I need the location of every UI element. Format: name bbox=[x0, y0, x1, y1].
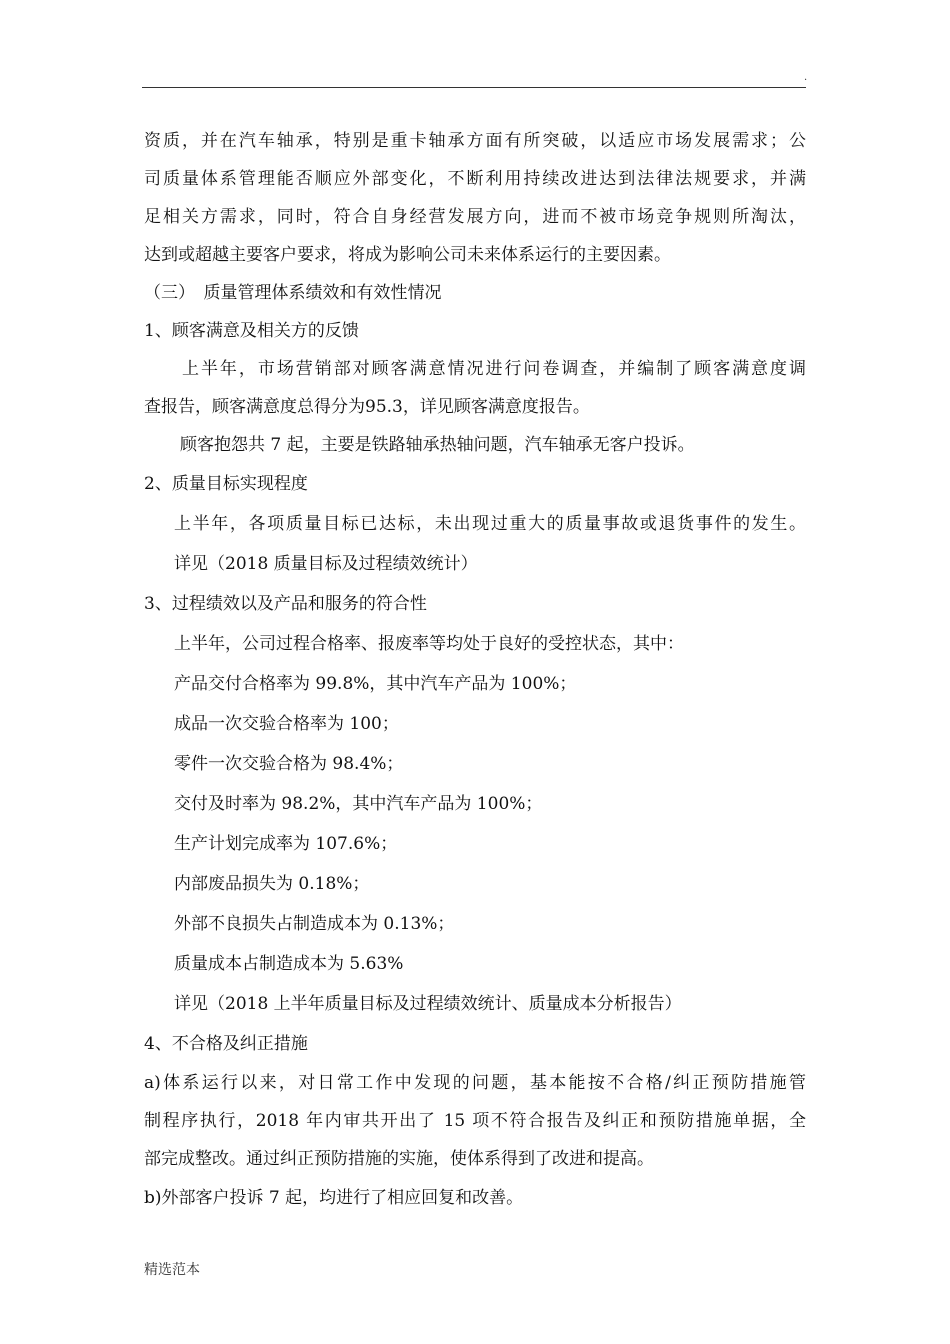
intro-line-2: 司质量体系管理能否顺应外部变化，不断利用持续改进达到法律法规要求，并满 bbox=[144, 169, 806, 189]
item-4-para-a-line-2: 制程序执行，2018 年内审共开出了 15 项不符合报告及纠正和预防措施单据，全 bbox=[144, 1111, 806, 1131]
item-3-line: 上半年，公司过程合格率、报废率等均处于良好的受控状态，其中： bbox=[174, 634, 684, 654]
item-3-line: 内部废品损失为 0.18%； bbox=[174, 874, 370, 894]
item-4-heading: 4、不合格及纠正措施 bbox=[144, 1034, 308, 1054]
item-4-para-a-line-3: 部完成整改。通过纠正预防措施的实施，使体系得到了改进和提高。 bbox=[144, 1149, 654, 1169]
item-3-line: 成品一次交验合格率为 100； bbox=[174, 714, 399, 734]
item-4-para-a-line-1: a)体系运行以来，对日常工作中发现的问题，基本能按不合格/纠正预防措施管 bbox=[144, 1073, 806, 1093]
document-body bbox=[144, 122, 806, 1218]
section-3-heading: （三） 质量管理体系绩效和有效性情况 bbox=[144, 283, 442, 303]
intro-line-4: 达到或超越主要客户要求，将成为影响公司未来体系运行的主要因素。 bbox=[144, 245, 671, 265]
item-2-para-1: 上半年，各项质量目标已达标，未出现过重大的质量事故或退货事件的发生。 bbox=[174, 514, 806, 534]
intro-line-1: 资质，并在汽车轴承，特别是重卡轴承方面有所突破，以适应市场发展需求；公 bbox=[144, 131, 806, 151]
item-3-line: 详见（2018 上半年质量目标及过程绩效统计、质量成本分析报告） bbox=[174, 994, 682, 1014]
item-1-para-1-line-2: 查报告，顾客满意度总得分为95.3，详见顾客满意度报告。 bbox=[144, 397, 590, 417]
item-2-para-2: 详见（2018 质量目标及过程绩效统计） bbox=[174, 554, 478, 574]
item-3-line: 外部不良损失占制造成本为 0.13%； bbox=[174, 914, 455, 934]
item-3-line: 交付及时率为 98.2%，其中汽车产品为 100%； bbox=[174, 794, 543, 814]
item-2-heading: 2、质量目标实现程度 bbox=[144, 474, 308, 494]
item-4-para-b: b)外部客户投诉 7 起，均进行了相应回复和改善。 bbox=[144, 1188, 524, 1208]
item-1-heading: 1、顾客满意及相关方的反馈 bbox=[144, 321, 359, 341]
item-3-heading: 3、过程绩效以及产品和服务的符合性 bbox=[144, 594, 427, 614]
item-3-line: 零件一次交验合格为 98.4%； bbox=[174, 754, 404, 774]
item-3-line: 生产计划完成率为 107.6%； bbox=[174, 834, 398, 854]
header-dot: . bbox=[804, 72, 808, 83]
item-1-para-1-line-1: 上半年，市场营销部对顾客满意情况进行问卷调查，并编制了顾客满意度调 bbox=[182, 359, 806, 379]
item-3-line: 质量成本占制造成本为 5.63% bbox=[174, 954, 404, 974]
intro-line-3: 足相关方需求，同时，符合自身经营发展方向，进而不被市场竞争规则所淘汰， bbox=[144, 207, 806, 227]
header-rule bbox=[142, 87, 806, 88]
item-1-para-2: 顾客抱怨共 7 起，主要是铁路轴承热轴问题，汽车轴承无客户投诉。 bbox=[180, 435, 695, 455]
footer-text: 精选范本 bbox=[144, 1262, 200, 1278]
item-3-line: 产品交付合格率为 99.8%，其中汽车产品为 100%； bbox=[174, 674, 577, 694]
